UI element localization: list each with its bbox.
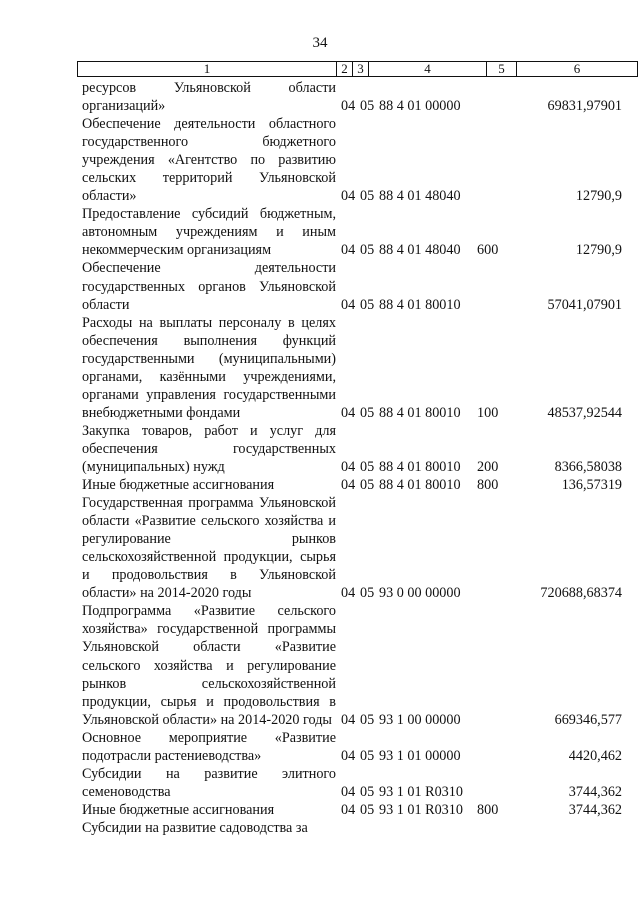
row-expense-type-code: 800 bbox=[477, 801, 499, 818]
row-amount: 57041,07901 bbox=[547, 296, 622, 313]
row-description: Иные бюджетные ассигнования bbox=[82, 801, 275, 818]
budget-table bbox=[82, 79, 622, 837]
row-section-code: 04 bbox=[341, 747, 356, 764]
row-amount: 48537,92544 bbox=[547, 404, 622, 421]
row-subsection-code: 05 bbox=[360, 783, 375, 800]
row-section-code: 04 bbox=[341, 585, 356, 602]
row-description: Подпрограмма «Развитие сельского хозяйства» государственной программы Ульяновской области «Развитие сельского хозяйства и регулирование рынков сельскохозяйственной продукции, сырья и продовольствия в Ульяновской области» на 2014-2020 годы bbox=[82, 603, 336, 728]
row-amount: 69831,97901 bbox=[547, 98, 622, 115]
row-section-code: 04 bbox=[341, 801, 356, 818]
row-target-article-code: 88 4 01 80010 bbox=[379, 296, 461, 313]
column-header-1: 1 bbox=[203, 61, 211, 76]
row-subsection-code: 05 bbox=[360, 747, 375, 764]
row-description: ресурсов Ульяновской области организаций» bbox=[82, 80, 336, 115]
row-target-article-code: 93 1 01 R0310 bbox=[379, 783, 463, 800]
row-description: Закупка товаров, работ и услуг для обеспечения государственных (муниципальных) нужд bbox=[82, 422, 336, 475]
table-row bbox=[82, 801, 622, 819]
row-expense-type-code: 600 bbox=[477, 242, 499, 259]
row-description: Расходы на выплаты персоналу в целях обеспечения выполнения функций государственными (муниципальными) органами, казёнными учреждениями, органами управления государственными внебюджетными фондами bbox=[82, 314, 336, 421]
row-target-article-code: 88 4 01 80010 bbox=[379, 404, 461, 421]
row-target-article-code: 88 4 01 80010 bbox=[379, 458, 461, 475]
row-description: Субсидии на развитие элитного семеноводства bbox=[82, 765, 336, 800]
column-header-4: 4 bbox=[368, 62, 486, 76]
column-header-5: 5 bbox=[486, 62, 516, 76]
row-subsection-code: 05 bbox=[360, 98, 375, 115]
row-section-code: 04 bbox=[341, 404, 356, 421]
column-header-row bbox=[77, 61, 638, 77]
table-row bbox=[82, 819, 622, 837]
row-amount: 3744,362 bbox=[568, 801, 622, 818]
column-header-6: 6 bbox=[516, 62, 637, 76]
row-subsection-code: 05 bbox=[360, 188, 375, 205]
row-description: Предоставление субсидий бюджетным, автономным учреждениям и иным некоммерческим организациям bbox=[82, 206, 336, 259]
table-row bbox=[82, 314, 622, 422]
row-section-code: 04 bbox=[341, 188, 356, 205]
row-target-article-code: 88 4 01 48040 bbox=[379, 242, 461, 259]
row-subsection-code: 05 bbox=[360, 711, 375, 728]
column-header-3: 3 bbox=[352, 62, 368, 76]
row-subsection-code: 05 bbox=[360, 296, 375, 313]
table-row bbox=[82, 729, 622, 765]
row-description: Иные бюджетные ассигнования bbox=[82, 477, 275, 494]
table-row bbox=[82, 422, 622, 476]
row-subsection-code: 05 bbox=[360, 458, 375, 475]
row-description: Обеспечение деятельности государственных органов Ульяновской области bbox=[82, 260, 336, 313]
row-target-article-code: 88 4 01 48040 bbox=[379, 188, 461, 205]
row-target-article-code: 88 4 01 80010 bbox=[379, 477, 461, 494]
table-row bbox=[82, 476, 622, 494]
column-header-2: 2 bbox=[336, 62, 352, 76]
row-subsection-code: 05 bbox=[360, 585, 375, 602]
table-row bbox=[82, 205, 622, 259]
row-target-article-code: 93 1 01 00000 bbox=[379, 747, 461, 764]
page-number: 34 bbox=[312, 35, 328, 51]
row-amount: 8366,58038 bbox=[554, 458, 622, 475]
row-target-article-code: 93 0 00 00000 bbox=[379, 585, 461, 602]
table-row bbox=[82, 79, 622, 115]
row-section-code: 04 bbox=[341, 242, 356, 259]
row-subsection-code: 05 bbox=[360, 801, 375, 818]
row-amount: 720688,68374 bbox=[540, 585, 622, 602]
row-amount: 12790,9 bbox=[575, 188, 622, 205]
row-section-code: 04 bbox=[341, 458, 356, 475]
row-expense-type-code: 800 bbox=[477, 477, 499, 494]
row-target-article-code: 88 4 01 00000 bbox=[379, 98, 461, 115]
row-subsection-code: 05 bbox=[360, 477, 375, 494]
row-section-code: 04 bbox=[341, 477, 356, 494]
row-expense-type-code: 100 bbox=[477, 404, 499, 421]
table-row bbox=[82, 602, 622, 728]
row-description: Государственная программа Ульяновской области «Развитие сельского хозяйства и регулирование рынков сельскохозяйственной продукции, сырья и продовольствия в Ульяновской области» на 2014-2020 годы bbox=[82, 495, 336, 602]
row-section-code: 04 bbox=[341, 711, 356, 728]
row-target-article-code: 93 1 00 00000 bbox=[379, 711, 461, 728]
table-row bbox=[82, 494, 622, 602]
table-row bbox=[82, 765, 622, 801]
row-amount: 12790,9 bbox=[575, 242, 622, 259]
row-target-article-code: 93 1 01 R0310 bbox=[379, 801, 463, 818]
row-description: Обеспечение деятельности областного государственного бюджетного учреждения «Агентство по развитию сельских территорий Ульяновской области» bbox=[82, 116, 336, 205]
table-row bbox=[82, 115, 622, 205]
row-section-code: 04 bbox=[341, 98, 356, 115]
row-description: Основное мероприятие «Развитие подотрасли растениеводства» bbox=[82, 729, 336, 764]
table-row bbox=[82, 259, 622, 313]
row-description: Субсидии на развитие садоводства за bbox=[82, 819, 308, 836]
row-amount: 4420,462 bbox=[568, 747, 622, 764]
row-expense-type-code: 200 bbox=[477, 458, 499, 475]
row-section-code: 04 bbox=[341, 296, 356, 313]
row-amount: 136,57319 bbox=[561, 477, 622, 494]
row-section-code: 04 bbox=[341, 783, 356, 800]
row-amount: 669346,577 bbox=[554, 711, 622, 728]
row-amount: 3744,362 bbox=[568, 783, 622, 800]
row-subsection-code: 05 bbox=[360, 404, 375, 421]
row-subsection-code: 05 bbox=[360, 242, 375, 259]
